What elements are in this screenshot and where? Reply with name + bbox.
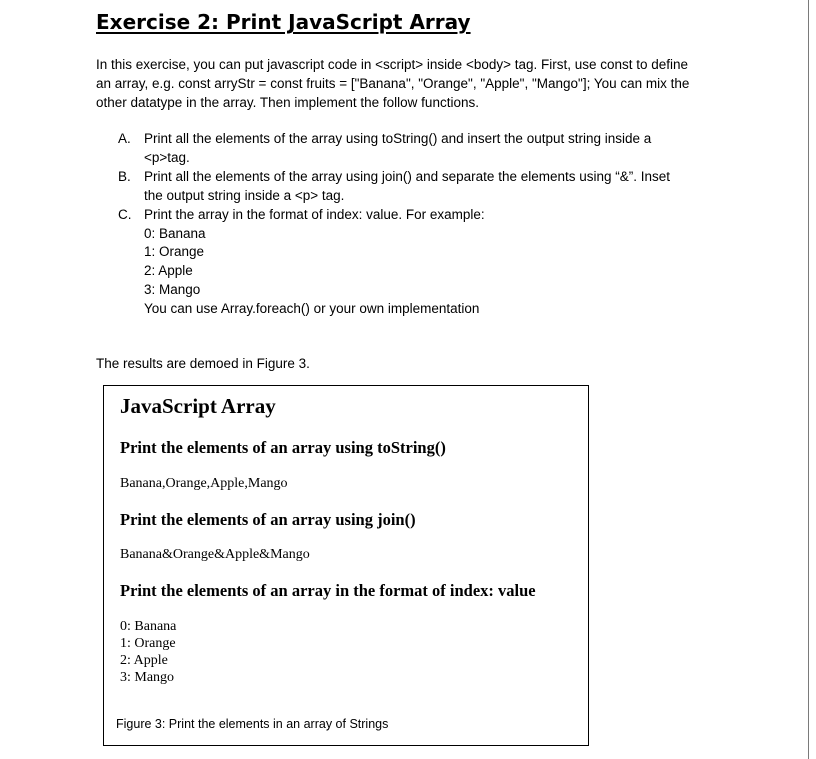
task-c-example-line: 0: Banana [144,226,206,241]
task-c-marker: C. [118,207,132,222]
task-b-line: Print all the elements of the array using join() and separate the elements using “&”. Inset [144,169,671,184]
join-output: Banana&Orange&Apple&Mango [120,547,310,562]
index-output-line: 3: Mango [120,670,175,685]
intro-line: other datatype in the array. Then implement the follow functions. [96,95,479,110]
index-output-line: 0: Banana [120,619,177,634]
exercise-title: Exercise 2: Print JavaScript Array [96,10,471,34]
demo-note: The results are demoed in Figure 3. [96,356,310,371]
task-a-marker: A. [118,131,131,146]
task-c-example-line: 1: Orange [144,244,205,259]
task-c-line: Print the array in the format of index: value. For example: [144,207,485,222]
intro-line: an array, e.g. const arryStr = const fruits = ["Banana", "Orange", "Apple", "Mango"]; You can mix the [96,76,690,91]
task-c-line: You can use Array.foreach() or your own implementation [144,301,480,316]
task-b-line: the output string inside a <p> tag. [144,188,345,203]
intro-paragraph [96,55,726,112]
task-a-line: <p>tag. [144,150,190,165]
intro-line: In this exercise, you can put javascript code in <script> inside <body> tag. First, use const to define [96,57,689,72]
task-a-line: Print all the elements of the array using toString() and insert the output string inside a [144,131,652,146]
page-edge-rule [808,0,809,759]
join-section-title: Print the elements of an array using join() [120,510,416,529]
task-c-example-line: 2: Apple [144,263,193,278]
index-output-line: 1: Orange [120,636,176,651]
figure-caption: Figure 3: Print the elements in an array of Strings [116,717,389,731]
index-output-line: 2: Apple [120,653,168,668]
task-c-example-line: 3: Mango [144,282,201,297]
task-b-marker: B. [118,169,131,184]
figure-heading: JavaScript Array [120,394,276,418]
tostring-output: Banana,Orange,Apple,Mango [120,476,288,491]
figure-3-box [103,385,589,746]
tostring-section-title: Print the elements of an array using toString() [120,438,446,457]
index-section-title: Print the elements of an array in the format of index: value [120,581,536,600]
